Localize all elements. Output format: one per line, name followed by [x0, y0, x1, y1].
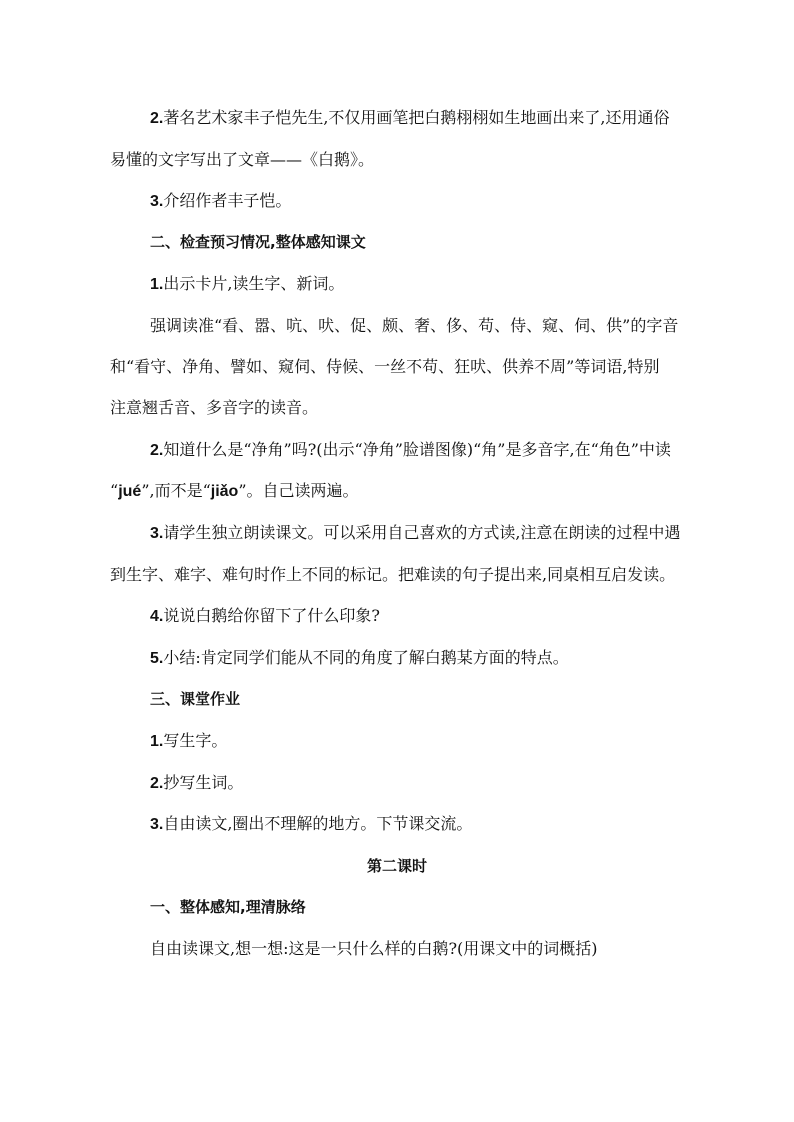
line-text: 注意翘舌音、多音字的读音。	[110, 398, 319, 417]
section-heading	[150, 897, 670, 917]
paragraph-line	[150, 523, 681, 544]
item-number: 5.	[150, 650, 164, 667]
pinyin-jue: jué	[118, 483, 142, 500]
line-text: 自由读课文,想一想:这是一只什么样的白鹅?(用课文中的词概括)	[150, 939, 598, 958]
quote-open: “	[110, 481, 119, 500]
pinyin-jiao: jiǎo	[210, 483, 239, 500]
line-text: ”,而不是“	[141, 481, 211, 500]
paragraph-line	[150, 648, 670, 669]
paragraph-line	[110, 150, 630, 170]
paragraph-line	[110, 481, 630, 502]
item-number: 4.	[150, 608, 164, 625]
line-text: 出示卡片,读生字、新词。	[163, 274, 345, 293]
item-number: 2.	[150, 110, 164, 127]
line-text: 和“看守、净角、譬如、窥伺、侍候、一丝不苟、狂吠、供养不周”等词语,特别	[110, 357, 660, 376]
paragraph-line	[110, 357, 660, 377]
lesson-title: 第二课时	[366, 857, 427, 875]
item-number: 3.	[150, 816, 164, 833]
paragraph-line	[150, 274, 670, 295]
paragraph-line	[110, 565, 676, 585]
heading-text: 一、整体感知,理清脉络	[150, 898, 306, 916]
line-text: 强调读准“看、嚣、吭、吠、促、颇、奢、侈、苟、侍、窥、伺、供”的字音	[150, 316, 679, 335]
item-number: 2.	[150, 775, 164, 792]
paragraph-line	[150, 440, 670, 461]
section-heading	[150, 689, 670, 709]
item-number: 3.	[150, 525, 164, 542]
paragraph-line	[150, 773, 670, 794]
line-text: 介绍作者丰子恺。	[163, 191, 292, 210]
line-text: 知道什么是“净角”吗?(出示“净角”脸谱图像)“角”是多音字,在“角色”中读	[163, 440, 671, 459]
line-text: 自由读文,圈出不理解的地方。下节课交流。	[163, 814, 473, 833]
line-text: 著名艺术家丰子恺先生,不仅用画笔把白鹅栩栩如生地画出来了,还用通俗	[163, 108, 670, 127]
paragraph-line	[150, 939, 670, 959]
line-text: ”。自己读两遍。	[238, 481, 359, 500]
line-text: 抄写生词。	[163, 773, 244, 792]
paragraph-line	[150, 191, 670, 212]
item-number: 1.	[150, 276, 164, 293]
line-text: 易懂的文字写出了文章——《白鹅》。	[110, 150, 375, 169]
heading-text: 三、课堂作业	[150, 690, 241, 708]
heading-text: 二、检查预习情况,整体感知课文	[150, 233, 366, 251]
paragraph-line	[110, 398, 630, 418]
item-number: 2.	[150, 442, 164, 459]
paragraph-line	[150, 731, 670, 752]
line-text: 说说白鹅给你留下了什么印象?	[163, 606, 380, 625]
line-text: 写生字。	[163, 731, 228, 750]
paragraph-line	[150, 814, 670, 835]
paragraph-line	[150, 108, 670, 129]
line-text: 小结:肯定同学们能从不同的角度了解白鹅某方面的特点。	[163, 648, 569, 667]
item-number: 3.	[150, 193, 164, 210]
section-heading	[150, 232, 670, 252]
paragraph-line	[150, 316, 679, 336]
paragraph-line	[150, 606, 670, 627]
line-text: 请学生独立朗读课文。可以采用自己喜欢的方式读,注意在朗读的过程中遇	[163, 523, 681, 542]
line-text: 到生字、难字、难句时作上不同的标记。把难读的句子提出来,同桌相互启发读。	[110, 565, 676, 584]
item-number: 1.	[150, 733, 164, 750]
